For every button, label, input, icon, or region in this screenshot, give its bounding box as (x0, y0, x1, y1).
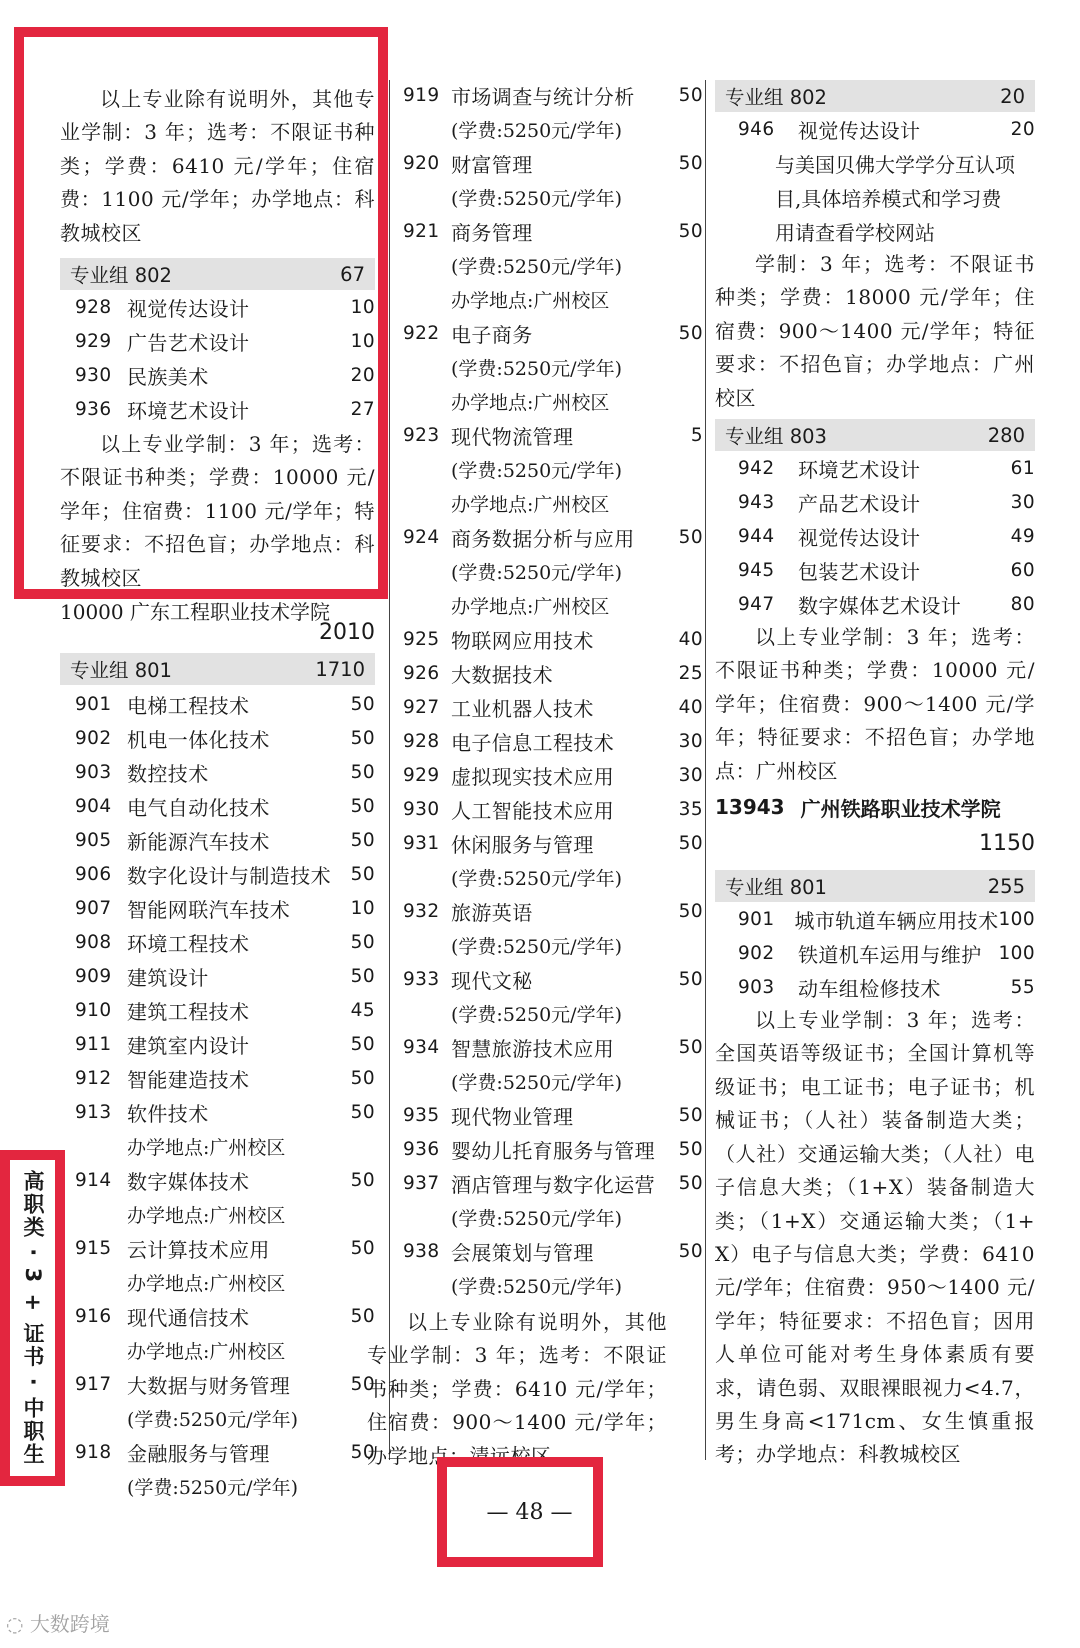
group-801-list (715, 902, 1035, 1004)
school-total: 1150 (979, 831, 1035, 857)
major-name: 电子信息工程技术 (451, 730, 615, 755)
group-801-list (60, 687, 375, 1503)
major-row (60, 721, 375, 755)
major-row (60, 1367, 375, 1401)
major-name: 软件技术 (127, 1101, 209, 1126)
major-code: 947 (738, 593, 775, 615)
major-code: 929 (403, 764, 440, 786)
major-code: 930 (403, 798, 440, 820)
major-name: 金融服务与管理 (127, 1441, 270, 1466)
major-note: 办学地点:广州校区 (451, 493, 610, 516)
column-2-note: 以上专业除有说明外，其他专业学制：3 年；选考：不限证书种类；学费：6410 元/学年；住宿费：900～1400 元/学年；办学地点：清远校区 (367, 1310, 667, 1468)
column-2 (367, 78, 703, 1473)
major-count: 40 (678, 628, 703, 650)
group-count: 20 (1000, 84, 1025, 108)
major-note: (学费:5250元/学年) (451, 1003, 622, 1026)
major-count: 50 (350, 1305, 375, 1327)
major-code: 903 (75, 761, 112, 783)
major-name: 建筑工程技术 (127, 999, 250, 1024)
major-row (60, 993, 375, 1027)
major-note: 办学地点:广州校区 (127, 1204, 286, 1227)
major-note: (学费:5250元/学年) (451, 1071, 622, 1094)
major-row (60, 1061, 375, 1095)
major-note: (学费:5250元/学年) (451, 1207, 622, 1230)
major-note: (学费:5250元/学年) (451, 119, 622, 142)
major-note: 办学地点:广州校区 (127, 1136, 286, 1159)
major-code: 915 (75, 1237, 112, 1259)
major-code: 934 (403, 1036, 440, 1058)
major-count: 30 (1010, 491, 1035, 513)
major-code: 920 (403, 152, 440, 174)
major-row (403, 690, 703, 724)
major-count: 35 (678, 798, 703, 820)
group-802-note: 以上专业学制：3 年；选考：不限证书种类；学费：10000 元/学年；住宿费：1100 元/学年；特征要求：不招色盲；办学地点：科教城校区 (60, 432, 375, 590)
description-line: 与美国贝佛大学学分互认项 (775, 152, 1015, 177)
major-name: 铁道机车运用与维护 (798, 942, 982, 967)
page-number: — 48 — (486, 1500, 573, 1525)
major-count: 50 (350, 931, 375, 953)
major-name: 财富管理 (451, 152, 533, 177)
major-row (403, 418, 703, 452)
major-note: (学费:5250元/学年) (451, 561, 622, 584)
major-name: 大数据技术 (451, 662, 553, 687)
watermark-logo-icon: ◌ (6, 1612, 24, 1636)
major-code: 916 (75, 1305, 112, 1327)
major-row (60, 823, 375, 857)
major-count: 50 (350, 1169, 375, 1191)
major-row (403, 826, 703, 860)
major-row (715, 485, 1035, 519)
major-row (403, 1030, 703, 1064)
watermark-text: 大数跨境 (29, 1612, 110, 1636)
major-name: 云计算技术应用 (127, 1237, 270, 1262)
major-row (403, 894, 703, 928)
major-note: (学费:5250元/学年) (127, 1408, 298, 1431)
major-code: 923 (403, 424, 440, 446)
major-name: 城市轨道车辆应用技术 (794, 908, 999, 933)
major-name: 数字媒体技术 (127, 1169, 250, 1194)
major-row (60, 891, 375, 925)
major-row (60, 959, 375, 993)
major-code: 933 (403, 968, 440, 990)
major-code: 919 (403, 84, 440, 106)
major-count: 50 (678, 1036, 703, 1058)
major-count: 30 (678, 764, 703, 786)
major-row (403, 1234, 703, 1268)
major-code: 928 (403, 730, 440, 752)
major-name: 动车组检修技术 (798, 976, 941, 1001)
major-name: 数字媒体艺术设计 (798, 593, 962, 618)
major-code: 908 (75, 931, 112, 953)
major-count: 25 (678, 662, 703, 684)
major-code: 927 (403, 696, 440, 718)
major-name: 建筑室内设计 (127, 1033, 250, 1058)
major-code: 929 (75, 330, 112, 352)
major-row (715, 112, 1035, 146)
major-code: 906 (75, 863, 112, 885)
major-count: 30 (678, 730, 703, 752)
major-name: 电气自动化技术 (127, 795, 270, 820)
major-row (715, 553, 1035, 587)
group-count: 280 (987, 423, 1025, 447)
major-row (403, 146, 703, 180)
major-row (60, 1095, 375, 1129)
major-count: 50 (678, 526, 703, 548)
major-count: 45 (350, 999, 375, 1021)
major-note: (学费:5250元/学年) (451, 867, 622, 890)
major-code: 928 (75, 296, 112, 318)
major-name: 现代文秘 (451, 968, 533, 993)
major-row (715, 936, 1035, 970)
major-note: 办学地点:广州校区 (451, 391, 610, 414)
major-note: 办学地点:广州校区 (451, 595, 610, 618)
major-code: 924 (403, 526, 440, 548)
major-count: 27 (350, 398, 375, 420)
major-code: 936 (75, 398, 112, 420)
major-count: 50 (350, 795, 375, 817)
group-name: 专业组 801 (70, 659, 172, 683)
major-name: 电子商务 (451, 322, 533, 347)
major-row (403, 1132, 703, 1166)
major-code: 944 (738, 525, 775, 547)
major-code: 914 (75, 1169, 112, 1191)
major-code: 901 (738, 908, 775, 930)
major-count: 50 (678, 322, 703, 344)
major-code: 922 (403, 322, 440, 344)
group-802-note: 学制：3 年；选考：不限证书种类；学费：18000 元/学年；住宿费：900～1400 元/学年；特征要求：不招色盲；办学地点：广州校区 (715, 252, 1035, 410)
group-name: 专业组 802 (725, 86, 827, 109)
group-803-note: 以上专业学制：3 年；选考：不限证书种类；学费：10000 元/学年；住宿费：900～1400 元/学年；特征要求：不招色盲；办学地点：广州校区 (715, 625, 1035, 783)
major-code: 912 (75, 1067, 112, 1089)
major-name: 大数据与财务管理 (127, 1373, 291, 1398)
major-row (60, 1435, 375, 1469)
major-note: 办学地点:广州校区 (451, 289, 610, 312)
major-row (60, 755, 375, 789)
watermark (6, 1608, 110, 1637)
major-count: 61 (1010, 457, 1035, 479)
major-row (403, 78, 703, 112)
major-count: 50 (350, 1067, 375, 1089)
school-heading (715, 790, 1035, 824)
major-row (403, 656, 703, 690)
major-name: 智能建造技术 (127, 1067, 250, 1092)
school-code: 13943 (715, 795, 785, 820)
major-code: 918 (75, 1441, 112, 1463)
major-name: 民族美术 (127, 364, 209, 389)
major-name: 数控技术 (127, 761, 209, 786)
major-name: 环境艺术设计 (127, 398, 250, 423)
major-code: 902 (75, 727, 112, 749)
major-count: 50 (350, 863, 375, 885)
major-count: 50 (678, 1172, 703, 1194)
major-code: 904 (75, 795, 112, 817)
major-name: 新能源汽车技术 (127, 829, 270, 854)
major-count: 10 (350, 330, 375, 352)
major-name: 产品艺术设计 (798, 491, 921, 516)
major-row (403, 214, 703, 248)
group-name: 专业组 803 (725, 425, 827, 449)
major-count: 50 (678, 84, 703, 106)
major-name: 视觉传达设计 (798, 118, 921, 143)
major-count: 55 (1010, 976, 1035, 998)
school-name: 广州铁路职业技术学院 (800, 796, 1001, 821)
major-row (60, 1231, 375, 1265)
major-count: 20 (350, 364, 375, 386)
major-name: 婴幼儿托育服务与管理 (451, 1138, 655, 1163)
group-name: 专业组 801 (725, 876, 827, 900)
major-description (715, 146, 1035, 248)
major-name: 虚拟现实技术应用 (451, 764, 615, 789)
major-note: (学费:5250元/学年) (451, 187, 622, 210)
major-count: 10 (350, 296, 375, 318)
major-name: 商务管理 (451, 220, 533, 245)
group-header-802 (715, 80, 1035, 112)
cut-school-line: 10000 广东工程职业技术学院 (60, 600, 330, 625)
highlight-box-top-left (14, 27, 388, 599)
major-count: 49 (1010, 525, 1035, 547)
major-name: 商务数据分析与应用 (451, 526, 635, 551)
major-count: 80 (1010, 593, 1035, 615)
major-count: 50 (678, 1240, 703, 1262)
major-code: 925 (403, 628, 440, 650)
intro-note: 以上专业除有说明外，其他专业学制：3 年；选考：不限证书种类；学费：6410 元/学年；住宿费：1100 元/学年；办学地点：科教城校区 (60, 87, 375, 245)
major-name: 休闲服务与管理 (451, 832, 594, 857)
major-note: 办学地点:广州校区 (127, 1272, 286, 1295)
major-name: 智慧旅游技术应用 (451, 1036, 615, 1061)
major-count: 100 (998, 908, 1035, 930)
major-note: (学费:5250元/学年) (127, 1476, 298, 1499)
major-count: 50 (350, 829, 375, 851)
description-line: 目,具体培养模式和学习费 (775, 186, 1002, 211)
major-code: 945 (738, 559, 775, 581)
major-note: (学费:5250元/学年) (451, 1275, 622, 1298)
major-code: 903 (738, 976, 775, 998)
major-count: 50 (350, 693, 375, 715)
major-row (60, 1163, 375, 1197)
major-row (60, 687, 375, 721)
group-count: 1710 (315, 657, 365, 681)
major-count: 50 (350, 727, 375, 749)
major-code: 905 (75, 829, 112, 851)
major-code: 902 (738, 942, 775, 964)
major-count: 50 (350, 1101, 375, 1123)
major-code: 926 (403, 662, 440, 684)
major-count: 50 (678, 832, 703, 854)
major-note: (学费:5250元/学年) (451, 255, 622, 278)
major-name: 现代物业管理 (451, 1104, 574, 1129)
major-code: 931 (403, 832, 440, 854)
major-row (715, 902, 1035, 936)
major-row (60, 925, 375, 959)
group-803-list (715, 451, 1035, 621)
major-row (715, 970, 1035, 1004)
major-count: 50 (678, 152, 703, 174)
major-name: 广告艺术设计 (127, 330, 250, 355)
group-header-801 (715, 870, 1035, 902)
major-row (60, 857, 375, 891)
major-code: 913 (75, 1101, 112, 1123)
major-name: 环境工程技术 (127, 931, 250, 956)
major-row (60, 1299, 375, 1333)
major-count: 20 (1010, 118, 1035, 140)
major-note: (学费:5250元/学年) (451, 459, 622, 482)
major-code: 935 (403, 1104, 440, 1126)
major-name: 智能网联汽车技术 (127, 897, 291, 922)
major-note: 办学地点:广州校区 (127, 1340, 286, 1363)
major-row (403, 1166, 703, 1200)
major-name: 建筑设计 (127, 965, 209, 990)
major-row (715, 451, 1035, 485)
major-name: 现代通信技术 (127, 1305, 250, 1330)
major-count: 10 (350, 897, 375, 919)
major-row (715, 587, 1035, 621)
major-count: 50 (678, 1138, 703, 1160)
group-name: 专业组 802 (70, 264, 172, 288)
major-name: 环境艺术设计 (798, 457, 921, 482)
major-note: (学费:5250元/学年) (451, 935, 622, 958)
column-divider (389, 80, 390, 1460)
major-code: 938 (403, 1240, 440, 1262)
major-count: 100 (998, 942, 1035, 964)
major-row (715, 519, 1035, 553)
column-3 (715, 80, 1035, 1472)
major-count: 50 (678, 220, 703, 242)
major-code: 901 (75, 693, 112, 715)
school-total: 2010 (319, 620, 375, 646)
major-code: 932 (403, 900, 440, 922)
major-code: 910 (75, 999, 112, 1021)
major-name: 工业机器人技术 (451, 696, 594, 721)
major-name: 机电一体化技术 (127, 727, 270, 752)
major-count: 50 (678, 1104, 703, 1126)
major-name: 市场调查与统计分析 (451, 84, 635, 109)
major-row (403, 520, 703, 554)
major-row (403, 792, 703, 826)
major-count: 60 (1010, 559, 1035, 581)
major-count: 50 (350, 761, 375, 783)
major-code: 911 (75, 1033, 112, 1055)
major-count: 50 (350, 965, 375, 987)
major-name: 酒店管理与数字化运营 (451, 1172, 655, 1197)
major-row (403, 622, 703, 656)
group-count: 67 (340, 262, 365, 286)
group-801-note: 以上专业学制：3 年；选考：全国英语等级证书；全国计算机等级证书；电工证书；电子证书；机械证书；（人社）装备制造大类；（人社）交通运输大类；（人社）电子信息大类；（1+X）装备制造大类；（1+X）交通运输大类；（1+X）电子与信息大类；学费：6410 元/学年；住宿费：950～1400 元/学年；特征要求：不招色盲；因用人单位可能对考生身体素质有要求，请色弱、双眼裸眼视力<4.7，男生身高<171cm、女生慎重报考；办学地点：科教城校区 (715, 1008, 1035, 1467)
major-count: 40 (678, 696, 703, 718)
major-row (403, 316, 703, 350)
major-row (403, 724, 703, 758)
group-header-801 (60, 653, 375, 685)
major-name: 视觉传达设计 (798, 525, 921, 550)
major-name: 数字化设计与制造技术 (127, 863, 331, 888)
major-row (60, 1027, 375, 1061)
column-divider (705, 80, 706, 1460)
major-code: 909 (75, 965, 112, 987)
major-name: 人工智能技术应用 (451, 798, 615, 823)
group-count: 255 (987, 874, 1025, 898)
major-code: 930 (75, 364, 112, 386)
major-count: 50 (350, 1237, 375, 1259)
major-row (403, 1098, 703, 1132)
major-name: 视觉传达设计 (127, 296, 250, 321)
description-line: 用请查看学校网站 (775, 220, 935, 245)
major-code: 921 (403, 220, 440, 242)
major-name: 电梯工程技术 (127, 693, 250, 718)
major-name: 物联网应用技术 (451, 628, 594, 653)
group-header-803 (715, 419, 1035, 451)
sidebar-category-label: 高职类 · 3 + 证书 · 中职生 (21, 1170, 45, 1467)
major-count: 50 (678, 900, 703, 922)
major-list (403, 78, 703, 1302)
major-code: 936 (403, 1138, 440, 1160)
major-code: 946 (738, 118, 775, 140)
major-count: 5 (690, 424, 703, 446)
major-name: 包装艺术设计 (798, 559, 921, 584)
major-code: 943 (738, 491, 775, 513)
major-code: 917 (75, 1373, 112, 1395)
major-name: 现代物流管理 (451, 424, 574, 449)
major-code: 937 (403, 1172, 440, 1194)
major-note: (学费:5250元/学年) (451, 357, 622, 380)
major-name: 会展策划与管理 (451, 1240, 594, 1265)
major-name: 旅游英语 (451, 900, 533, 925)
major-row (403, 758, 703, 792)
major-count: 50 (350, 1033, 375, 1055)
major-row (60, 789, 375, 823)
major-code: 907 (75, 897, 112, 919)
major-count: 50 (350, 1441, 375, 1463)
major-count: 50 (350, 1373, 375, 1395)
major-code: 942 (738, 457, 775, 479)
major-count: 50 (678, 968, 703, 990)
major-row (403, 962, 703, 996)
